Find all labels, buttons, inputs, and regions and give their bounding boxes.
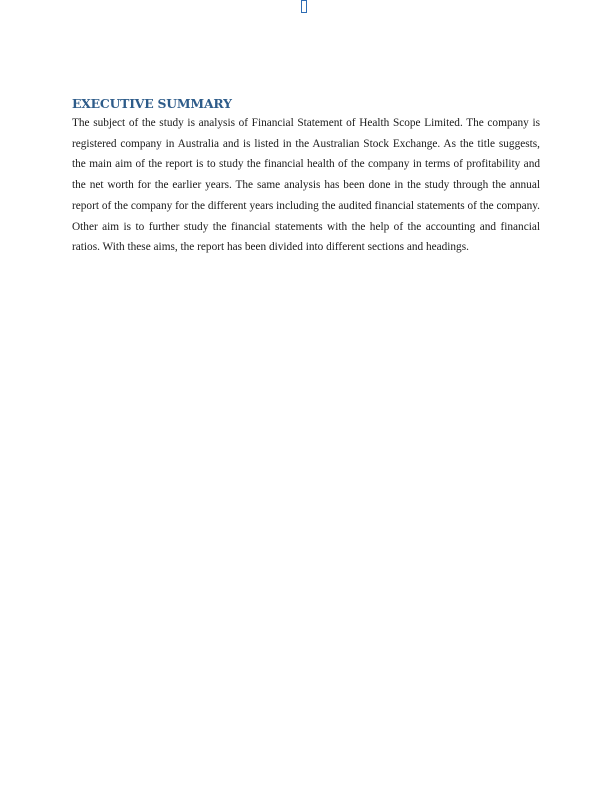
summary-paragraph: The subject of the study is analysis of Financial Statement of Health Scope Limited. The company is registered company in Australia and is listed in the Australian Stock Exchange. As the title suggests, the main aim of the report is to study the financial health of the company in terms of profitability and the net worth for the earlier years. The same analysis has been done in the study through the annual report of the company for the different years including the audited financial statements of the company. Other aim is to further study the financial statements with the help of the accounting and financial ratios. With these aims, the report has been divided into different sections and headings.	[72, 117, 540, 254]
placeholder-box-icon	[301, 0, 307, 13]
section-heading: EXECUTIVE SUMMARY	[72, 96, 232, 111]
